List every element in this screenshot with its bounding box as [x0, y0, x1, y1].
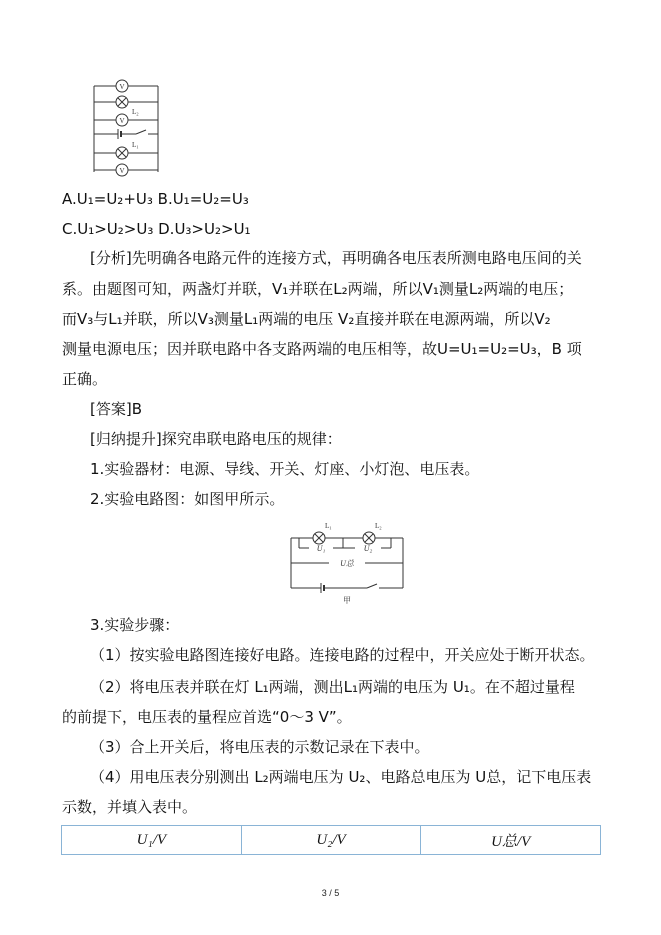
voltage-label: U₂ [363, 544, 373, 553]
options-ab: A.U₁=U₂+U₃ B.U₁=U₂=U₃ [62, 190, 249, 208]
lamp-label: L₂ [132, 108, 139, 116]
meter-label: V [119, 117, 125, 125]
page-number: 3 / 5 [321, 888, 340, 898]
analysis-line-5: 正确。 [62, 370, 108, 388]
summary-item-1: 1.实验器材：电源、导线、开关、灯座、小灯泡、电压表。 [90, 460, 480, 478]
step-1: （1）按实验电路图连接好电路。连接电路的过程中，开关应处于断开状态。 [90, 646, 595, 664]
analysis-line-2: 系。由题图可知，两盏灯并联，V₁并联在L₂两端，所以V₁测量L₂两端的电压； [62, 280, 574, 298]
table-header-u1: U₁/V [62, 826, 242, 854]
step-4-line-1: （4）用电压表分别测出 L₂两端电压为 U₂、电路总电压为 U总，记下电压表 [90, 768, 592, 786]
lamp-label: L₂ [375, 522, 382, 530]
options-cd: C.U₁>U₂>U₃ D.U₃>U₂>U₁ [62, 220, 251, 238]
answer-line: [答案]B [90, 400, 143, 418]
circuit-figure-1 [92, 78, 162, 178]
step-4-line-2: 示数，并填入表中。 [62, 798, 198, 816]
analysis-line-4: 测量电源电压；因并联电路中各支路两端的电压相等，故U=U₁=U₂=U₃，B 项 [62, 340, 582, 358]
analysis-line-3: 而V₃与L₁并联，所以V₃测量L₁两端的电压 V₂直接并联在电源两端，所以V₂ [62, 310, 551, 328]
table-header-utotal: U总/V [491, 833, 531, 850]
analysis-tag: [分析] [90, 249, 132, 267]
table-header-u2: U₂/V [242, 826, 422, 854]
circuit-figure-2 [287, 518, 407, 604]
lamp-label: L₁ [132, 141, 139, 149]
summary-title: [归纳提升]探究串联电路电压的规律： [90, 430, 342, 448]
data-table [61, 825, 601, 855]
figure-caption: 甲 [343, 596, 351, 604]
voltage-label: U₁ [316, 544, 326, 553]
voltage-label: U总 [340, 559, 354, 568]
lamp-label: L₁ [325, 522, 332, 530]
analysis-line-1: [分析]先明确各电路元件的连接方式，再明确各电压表所测电路电压间的关 [90, 249, 582, 267]
summary-item-2: 2.实验电路图：如图甲所示。 [90, 490, 285, 508]
meter-label: V [119, 167, 125, 175]
summary-item-3: 3.实验步骤： [90, 616, 180, 634]
step-3: （3）合上开关后，将电压表的示数记录在下表中。 [90, 738, 430, 756]
step-2-line-2: 的前提下，电压表的量程应首选“0～3 V”。 [62, 708, 352, 726]
meter-label: V [119, 83, 125, 91]
step-2-line-1: （2）将电压表并联在灯 L₁两端，测出L₁两端的电压为 U₁。在不超过量程 [90, 678, 575, 696]
